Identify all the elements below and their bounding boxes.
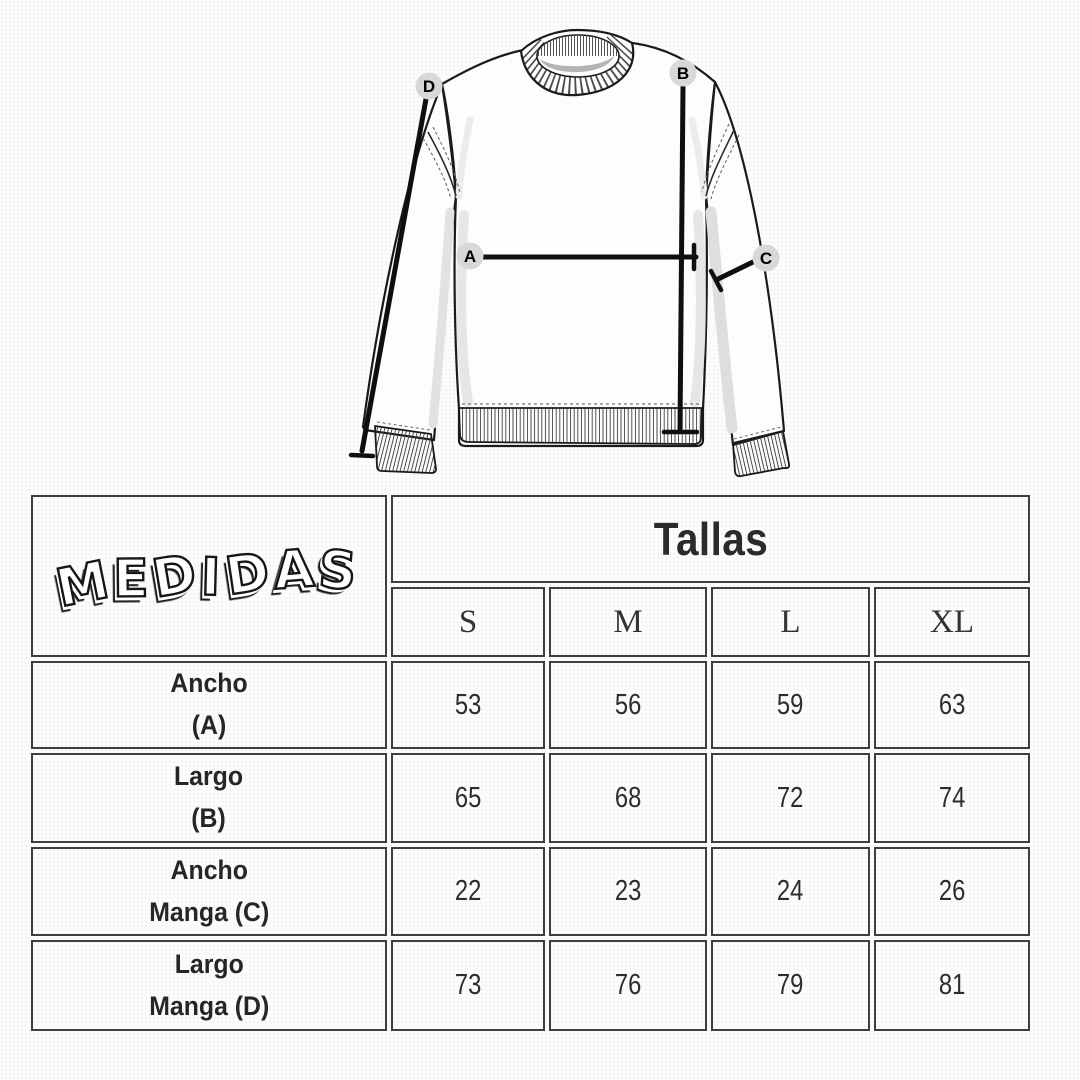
tallas-header-cell [391, 495, 1030, 583]
body [442, 43, 715, 446]
size-header-s [391, 587, 545, 657]
value-ancho-s: 53 [391, 661, 545, 749]
value-largo-manga-m: 76 [549, 940, 707, 1031]
value-ancho-manga-l: 24 [711, 847, 870, 936]
value-ancho-xl: 63 [874, 661, 1030, 749]
value-ancho-m: 56 [549, 661, 707, 749]
badge-a-letter: A [463, 247, 477, 266]
medidas-title: MEDIDAS [51, 538, 364, 620]
hem-band [459, 404, 702, 444]
sweatshirt-diagram [330, 5, 810, 490]
value-ancho-manga-m: 23 [549, 847, 707, 936]
value-ancho-manga-s: 22 [391, 847, 545, 936]
badge-c [753, 245, 780, 272]
value-largo-l: 72 [711, 753, 870, 843]
row-label-largo-manga-d: Largo Manga (D) [31, 940, 387, 1031]
size-header-m [549, 587, 707, 657]
value-largo-xl: 74 [874, 753, 1030, 843]
badge-a [457, 243, 484, 270]
badge-c-letter: C [759, 249, 773, 268]
size-table [31, 495, 1030, 1031]
size-letter-m: M [613, 603, 643, 640]
size-letter-s: S [458, 603, 478, 640]
value-largo-manga-s: 73 [391, 940, 545, 1031]
badge-b [670, 60, 697, 87]
badge-d-letter: D [422, 77, 436, 96]
row-label-ancho-a: Ancho (A) [31, 661, 387, 749]
row-label-ancho-manga-c: Ancho Manga (C) [31, 847, 387, 936]
tallas-title: Tallas [653, 513, 768, 565]
size-header-l [711, 587, 870, 657]
value-largo-manga-xl: 81 [874, 940, 1030, 1031]
value-largo-manga-l: 79 [711, 940, 870, 1031]
size-header-xl [874, 587, 1030, 657]
value-largo-m: 68 [549, 753, 707, 843]
value-ancho-manga-xl: 26 [874, 847, 1030, 936]
badge-d [416, 73, 443, 100]
value-largo-s: 65 [391, 753, 545, 843]
medidas-header-cell [31, 495, 387, 657]
row-label-largo-b: Largo (B) [31, 753, 387, 843]
size-letter-xl: XL [930, 603, 974, 640]
badge-b-letter: B [676, 64, 690, 83]
size-letter-l: L [780, 603, 801, 640]
value-ancho-l: 59 [711, 661, 870, 749]
